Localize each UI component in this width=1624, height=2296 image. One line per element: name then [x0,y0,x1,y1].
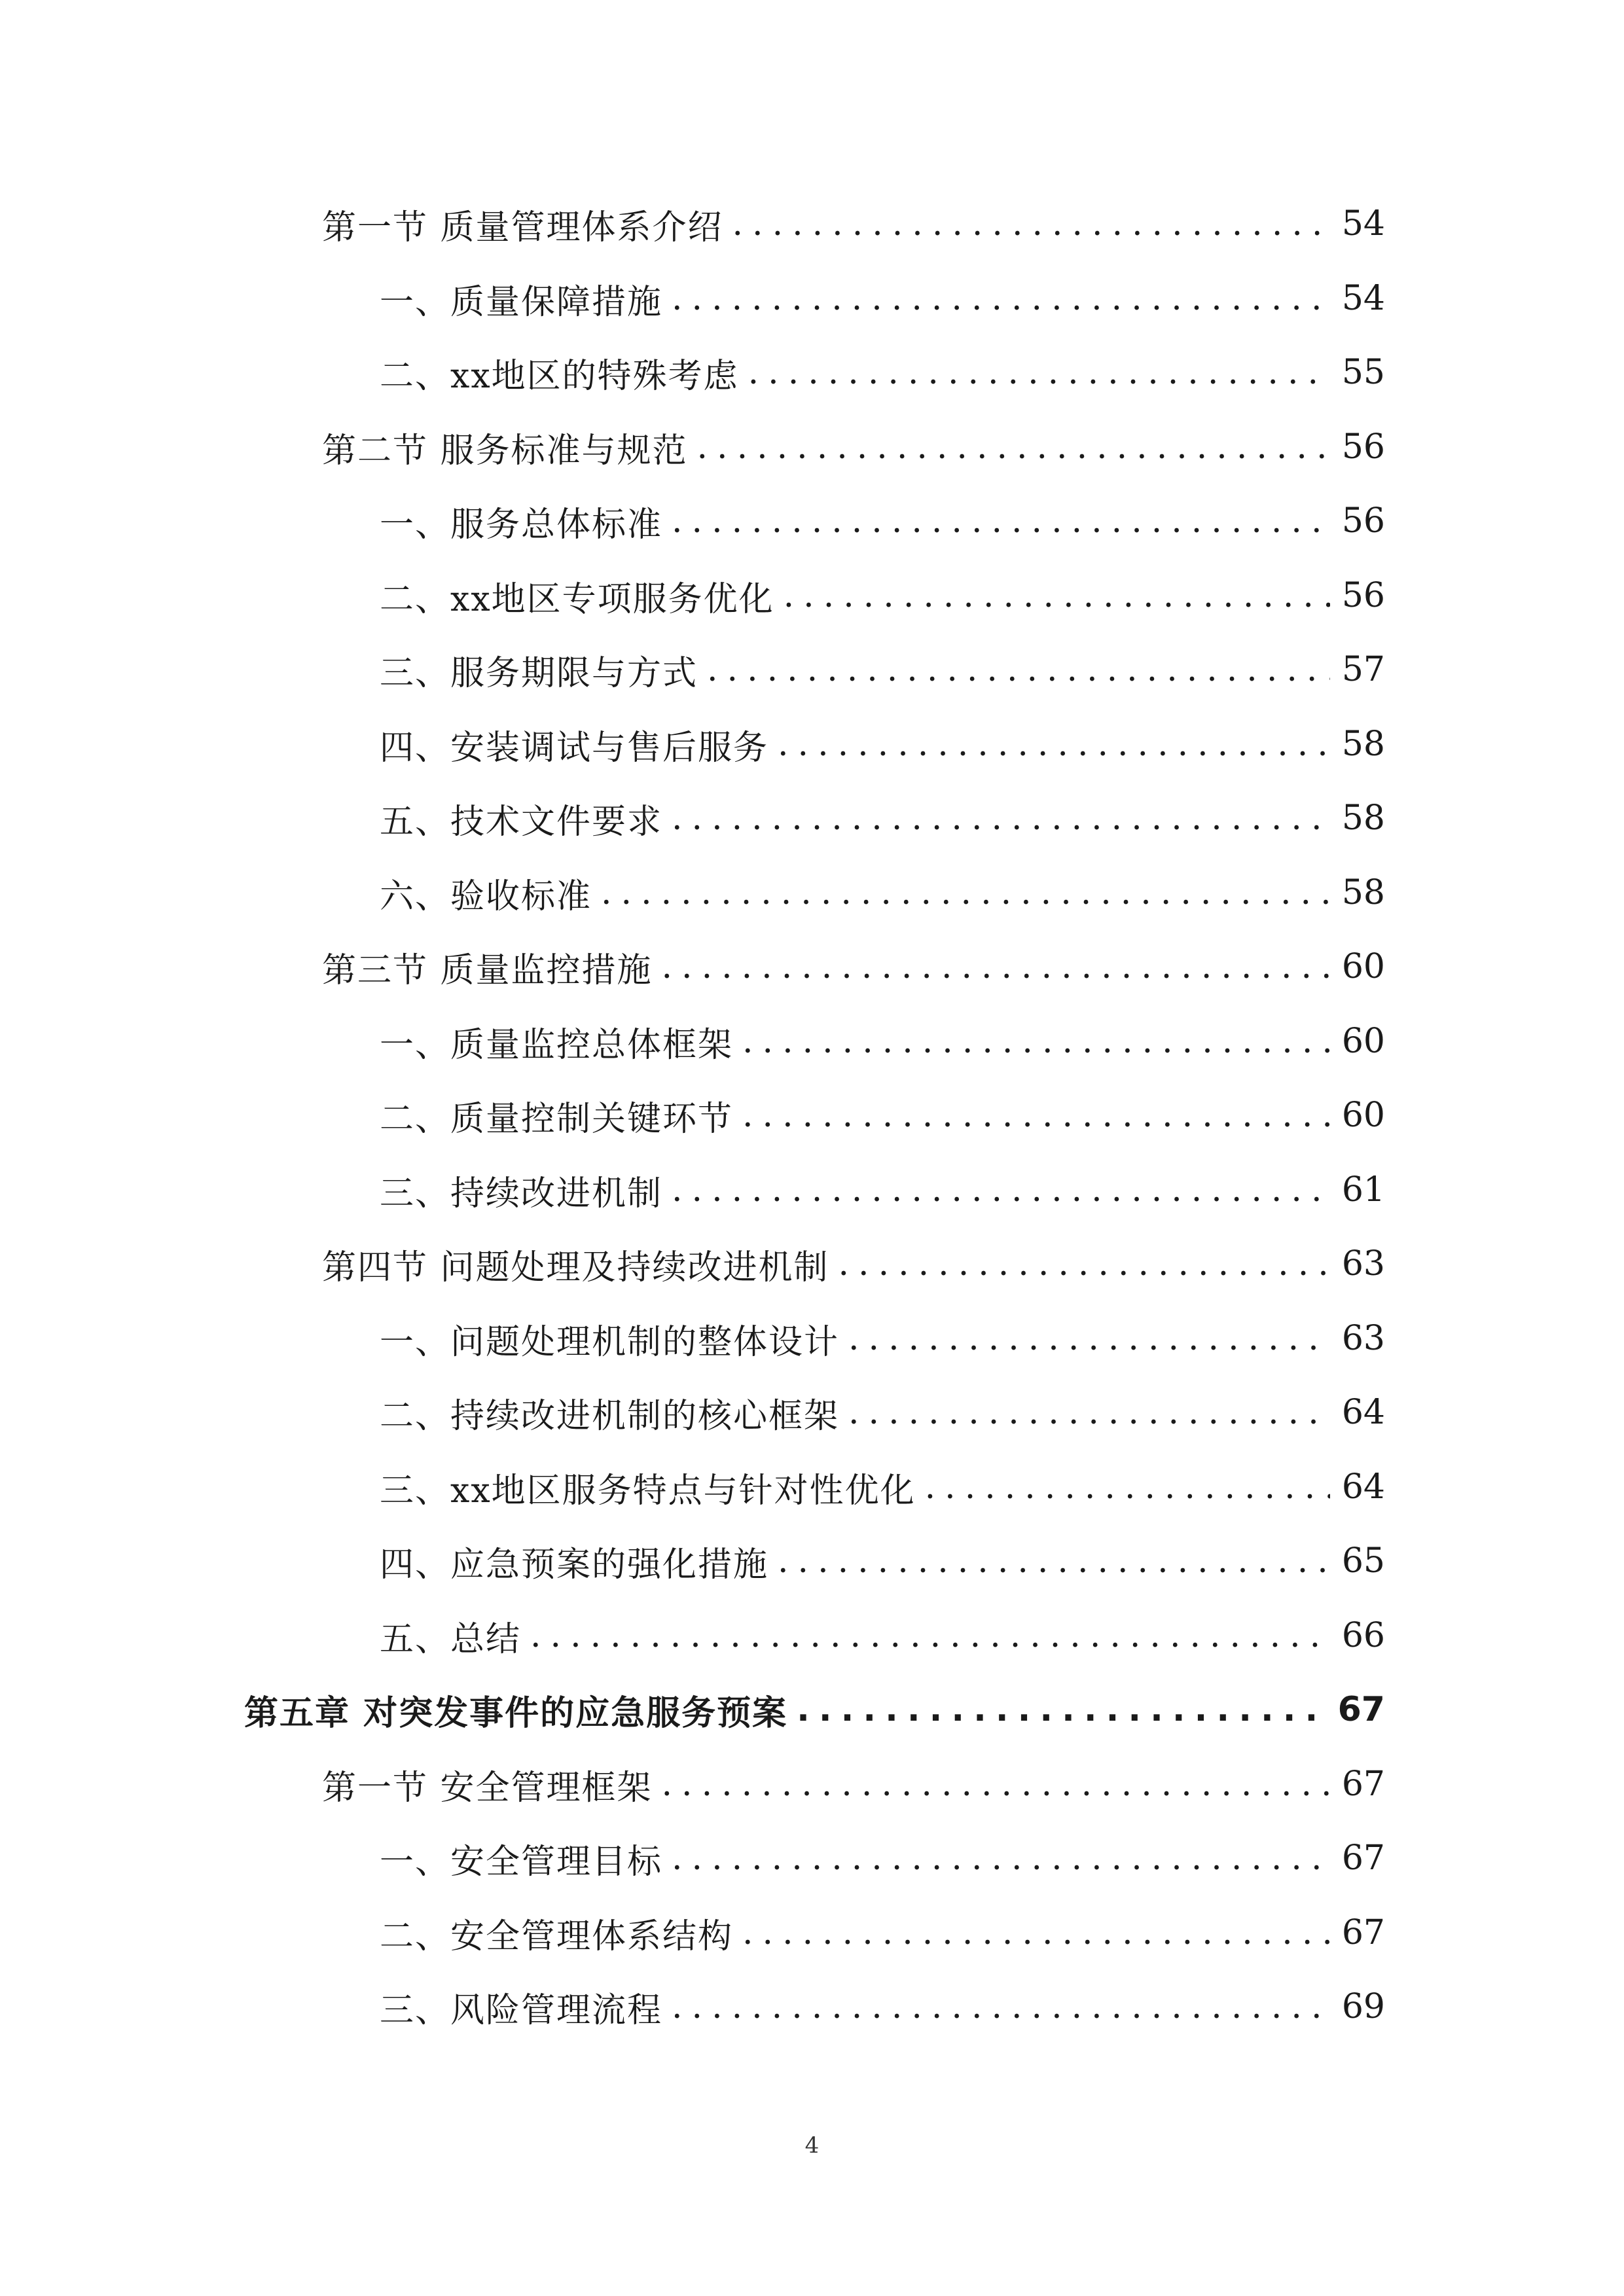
toc-entry[interactable] [380,715,1385,774]
toc-entry[interactable] [380,1012,1385,1071]
toc-entry-page: 61 [1341,1170,1385,1210]
toc-entry-page: 67 [1337,1690,1385,1729]
toc-entry-title: 四、应急预案的强化措施 [380,1545,769,1585]
toc-entry[interactable] [380,640,1385,699]
toc-entry-title: 三、xx地区服务特点与针对性优化 [380,1471,916,1511]
toc-leader-dots [742,1022,1330,1061]
toc-entry-title: 五、总结 [380,1619,522,1659]
toc-entry[interactable] [380,863,1385,922]
toc-entry[interactable] [380,1532,1385,1590]
toc-entry-page: 63 [1341,1319,1385,1358]
toc-entry-title: 第五章 对突发事件的应急服务预案 [244,1693,788,1733]
toc-leader-dots [672,798,1330,838]
toc-entry-page: 67 [1341,1839,1385,1878]
toc-leader-dots [672,501,1330,541]
toc-entry-page: 64 [1341,1393,1385,1432]
toc-leader-dots [662,1765,1330,1804]
toc-entry[interactable] [380,1383,1385,1442]
toc-entry-page: 55 [1341,353,1385,392]
toc-leader-dots [601,873,1330,912]
toc-leader-dots [778,725,1330,764]
toc-entry-page: 64 [1341,1467,1385,1507]
toc-entry-title: 一、服务总体标准 [380,505,663,545]
toc-entry[interactable] [380,1086,1385,1145]
toc-entry-page: 63 [1341,1244,1385,1283]
toc-entry-title: 一、质量监控总体框架 [380,1025,734,1065]
toc-entry-title: 四、安装调试与售后服务 [380,728,769,768]
toc-entry-title: 五、技术文件要求 [380,802,663,842]
toc-entry-title: 第三节 质量监控措施 [322,950,653,990]
toc-leader-dots [672,1987,1330,2026]
toc-entry[interactable] [380,1829,1385,1888]
toc-entry[interactable] [244,1680,1385,1739]
toc-entry-page: 57 [1341,650,1385,689]
toc-leader-dots [797,1690,1326,1729]
toc-entry[interactable] [380,1903,1385,1962]
toc-entry-page: 56 [1341,501,1385,541]
toc-entry-page: 58 [1341,798,1385,838]
toc-entry[interactable] [380,492,1385,550]
toc-entry-title: 二、质量控制关键环节 [380,1099,734,1139]
toc-entry-page: 69 [1341,1987,1385,2026]
toc-entry-title: 第二节 服务标准与规范 [322,431,688,471]
toc-leader-dots [732,204,1330,243]
toc-entry[interactable] [380,566,1385,625]
toc-entry-page: 65 [1341,1541,1385,1581]
toc-entry[interactable] [380,269,1385,328]
toc-entry[interactable] [380,343,1385,402]
toc-entry-page: 67 [1341,1765,1385,1804]
toc-leader-dots [530,1616,1330,1655]
toc-entry-title: 三、持续改进机制 [380,1174,663,1213]
page-number: 4 [804,2132,820,2159]
toc-entry-title: 第一节 安全管理框架 [322,1768,653,1808]
toc-entry[interactable] [380,789,1385,848]
toc-entry[interactable] [322,1755,1385,1814]
toc-entry-title: 一、质量保障措施 [380,282,663,322]
toc-leader-dots [672,1170,1330,1210]
toc-entry[interactable] [380,1309,1385,1368]
toc-entry[interactable] [380,1977,1385,2036]
toc-entry-title: 二、持续改进机制的核心框架 [380,1396,840,1436]
toc-leader-dots [848,1319,1330,1358]
toc-entry-page: 60 [1341,947,1385,986]
toc-leader-dots [742,1913,1330,1952]
toc-entry-title: 二、xx地区专项服务优化 [380,579,774,619]
toc-leader-dots [742,1096,1330,1135]
toc-leader-dots [848,1393,1330,1432]
toc-entry-title: 三、服务期限与方式 [380,653,698,693]
toc-entry[interactable] [322,418,1385,476]
toc-entry-page: 60 [1341,1096,1385,1135]
toc-entry-page: 58 [1341,725,1385,764]
toc-entry[interactable] [322,937,1385,996]
toc-entry[interactable] [380,1606,1385,1665]
toc-entry-page: 56 [1341,427,1385,467]
toc-entry-title: 第四节 问题处理及持续改进机制 [322,1247,829,1287]
toc-entry-page: 54 [1341,204,1385,243]
toc-entry[interactable] [322,1234,1385,1293]
toc-entry-title: 三、风险管理流程 [380,1990,663,2030]
toc-entry-title: 二、xx地区的特殊考虑 [380,356,739,396]
toc-leader-dots [839,1244,1330,1283]
toc-entry-title: 第一节 质量管理体系介绍 [322,207,723,247]
toc-leader-dots [925,1467,1330,1507]
toc-leader-dots [748,353,1330,392]
toc-entry[interactable] [322,194,1385,253]
toc-entry-page: 67 [1341,1913,1385,1952]
toc-leader-dots [707,650,1330,689]
toc-leader-dots [778,1541,1330,1581]
toc-entry-title: 一、问题处理机制的整体设计 [380,1322,840,1362]
toc-leader-dots [672,1839,1330,1878]
toc-leader-dots [784,576,1330,615]
toc-leader-dots [672,279,1330,318]
toc-entry-page: 56 [1341,576,1385,615]
toc-entry-page: 66 [1341,1616,1385,1655]
toc-entry[interactable] [380,1160,1385,1219]
toc-leader-dots [662,947,1330,986]
toc-entry-title: 六、验收标准 [380,876,592,916]
toc-entry-page: 54 [1341,279,1385,318]
toc-leader-dots [697,427,1330,467]
toc-entry-page: 60 [1341,1022,1385,1061]
toc-entry-page: 58 [1341,873,1385,912]
toc-entry-title: 二、安全管理体系结构 [380,1916,734,1956]
toc-entry-title: 一、安全管理目标 [380,1842,663,1882]
toc-entry[interactable] [380,1458,1385,1516]
